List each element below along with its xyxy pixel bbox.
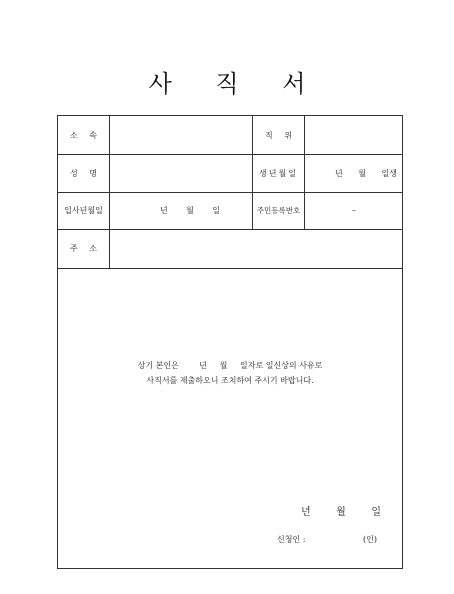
birth-field[interactable] bbox=[305, 154, 403, 192]
label-char: 소 bbox=[70, 130, 78, 140]
position-label bbox=[253, 116, 304, 154]
affiliation-field[interactable] bbox=[110, 116, 252, 154]
join-date-label: 입사년월일 bbox=[64, 206, 103, 215]
name-field[interactable] bbox=[110, 154, 252, 192]
date-unit: 년 bbox=[160, 206, 168, 215]
row-divider bbox=[58, 268, 402, 269]
date-unit: 월 bbox=[336, 507, 346, 518]
birth-label: 생년월일 bbox=[259, 168, 298, 178]
label-char: 위 bbox=[284, 130, 292, 140]
date-unit: 년 bbox=[335, 168, 343, 178]
position-field[interactable] bbox=[305, 116, 403, 154]
date-unit: 일 bbox=[371, 507, 381, 518]
address-label bbox=[58, 229, 109, 268]
label-char: 소 bbox=[89, 244, 97, 253]
date-unit: 일 bbox=[212, 206, 220, 215]
label-char: 성 bbox=[70, 168, 78, 178]
date-unit: 월 bbox=[186, 206, 194, 215]
statement-line-1: 상기 본인은 년 월 일자로 일신상의 사유로 bbox=[137, 361, 323, 370]
affiliation-label bbox=[58, 116, 109, 154]
statement-line-2: 사직서를 제출하오니 조치하여 주시기 바랍니다. bbox=[146, 376, 314, 385]
date-unit: 일생 bbox=[381, 168, 397, 178]
resident-number-field[interactable] bbox=[305, 192, 403, 229]
label-char: 명 bbox=[89, 168, 97, 178]
seal-mark[interactable]: (인) bbox=[363, 535, 377, 544]
resident-number-label: 주민등록번호 bbox=[256, 206, 301, 215]
date-unit: 월 bbox=[358, 168, 366, 178]
signature-date[interactable] bbox=[301, 503, 381, 518]
join-date-field[interactable] bbox=[110, 192, 252, 229]
date-unit: 년 bbox=[301, 507, 311, 518]
resident-number-value: – bbox=[352, 206, 356, 215]
resignation-form bbox=[57, 115, 403, 569]
name-label bbox=[58, 154, 109, 192]
resignation-statement bbox=[58, 358, 402, 388]
label-char: 속 bbox=[89, 130, 97, 140]
address-field[interactable] bbox=[110, 229, 403, 268]
applicant-label: 신청인 : bbox=[277, 535, 306, 544]
document-title: 사 직 서 bbox=[148, 70, 324, 98]
label-char: 주 bbox=[70, 244, 78, 253]
label-char: 직 bbox=[265, 130, 273, 140]
